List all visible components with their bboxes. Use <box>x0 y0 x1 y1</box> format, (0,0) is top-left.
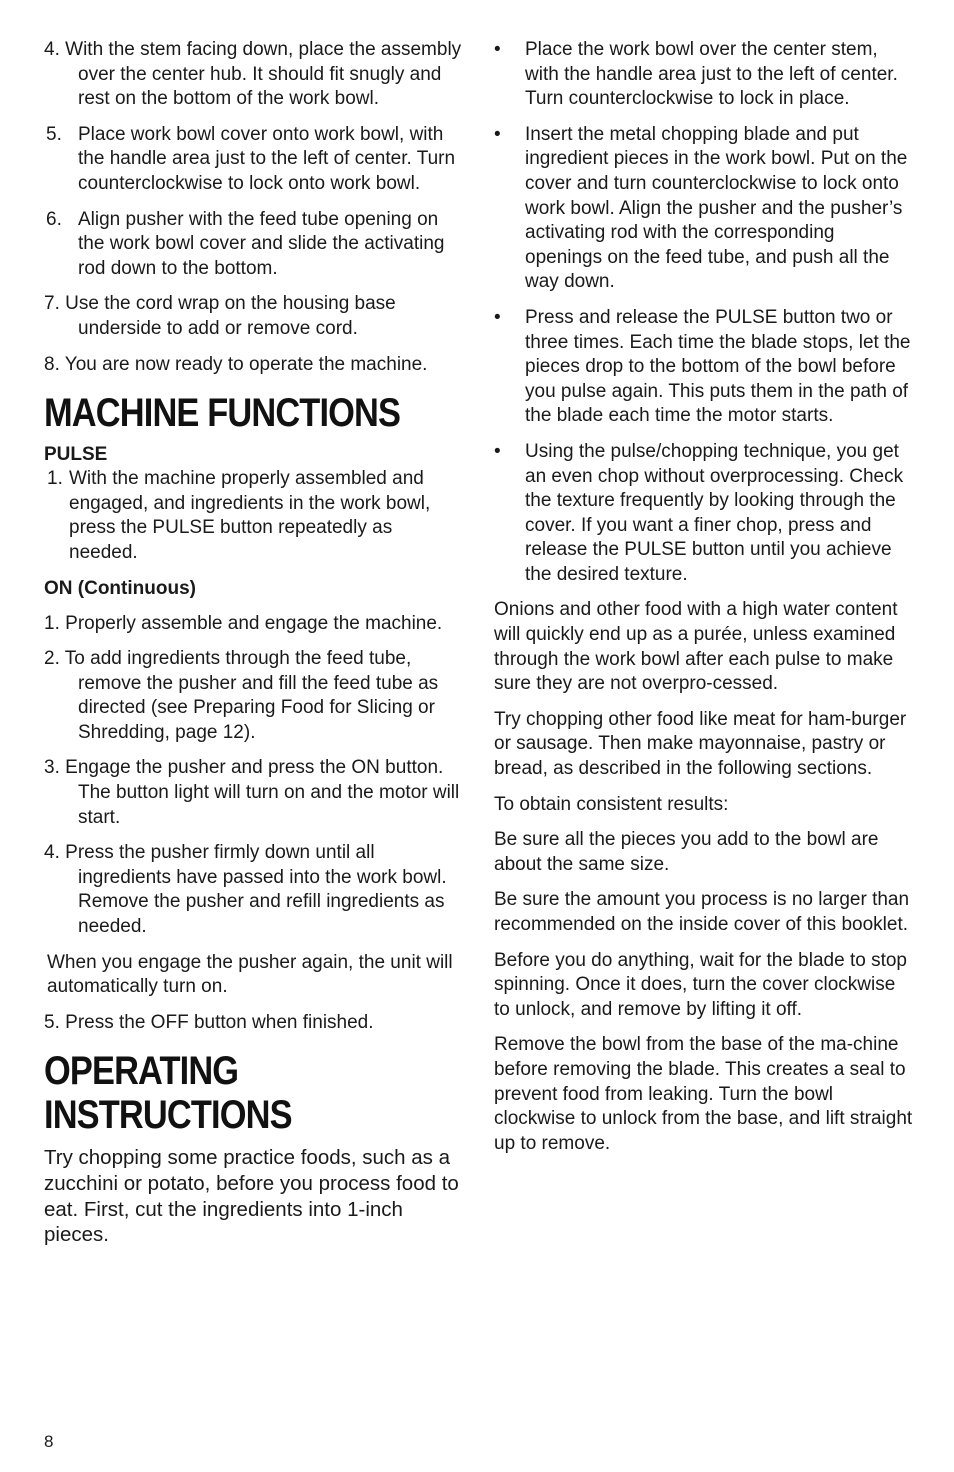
list-item <box>44 123 466 197</box>
operating-heading-line1: OPERATING <box>44 1049 239 1094</box>
paragraph: To obtain consistent results: <box>494 793 729 815</box>
list-item <box>44 647 466 745</box>
item-text: To add ingredients through the feed tube, remove the pusher and fill the feed tube as directed (see Preparing Food for Slicing or Shredding, page 12). <box>64 648 439 743</box>
paragraph: Try chopping other food like meat for ham-burger or sausage. Then make mayonnaise, pastry or bread, as described in the following sections. <box>494 708 907 780</box>
bullet-text: Place the work bowl over the center stem, with the handle area just to the left of center. Turn counterclockwise to lock in place. <box>525 39 898 110</box>
bullet-text: Using the pulse/chopping technique, you get an even chop without overprocessing. Check the texture frequently by looking through the cover. If you want a finer chop, press and release the PULSE button until you achieve the desired texture. <box>525 440 904 585</box>
item-number: 1. <box>44 612 60 634</box>
item-number: 7. <box>44 293 60 315</box>
item-number: 2. <box>44 648 60 670</box>
right-column <box>494 38 916 1167</box>
item-number: 5. <box>46 123 62 145</box>
bullet-item <box>494 306 916 429</box>
item-number: 6. <box>46 208 62 230</box>
item-number: 3. <box>44 757 60 779</box>
item-text: Align pusher with the feed tube opening on the work bowl cover and slide the activating rod down to the bottom. <box>78 208 445 279</box>
list-item <box>44 353 466 378</box>
operating-intro: Try chopping some practice foods, such as a zucchini or potato, before you process food to eat. First, cut the ingredients into 1-inch pieces. <box>44 1146 459 1247</box>
paragraph: Be sure all the pieces you add to the bowl are about the same size. <box>494 829 879 875</box>
pulse-heading: PULSE <box>44 444 108 466</box>
bullet-icon: • <box>494 39 501 60</box>
list-item <box>44 841 466 939</box>
list-item <box>44 1011 466 1036</box>
item-number: 4. <box>44 39 60 60</box>
on-continuous-heading: ON (Continuous) <box>44 577 196 599</box>
bullet-icon: • <box>494 440 501 462</box>
bullet-item <box>494 440 916 588</box>
page-number: 8 <box>44 1432 54 1451</box>
item-text: Press the pusher firmly down until all ingredients have passed into the work bowl. Remove the pusher and refill ingredients as needed. <box>65 842 447 938</box>
item-text: With the machine properly assembled and engaged, and ingredients in the work bowl, press the PULSE button repeatedly as needed. <box>69 468 431 563</box>
item-number: 5. <box>44 1011 60 1033</box>
item-number: 1. <box>47 468 63 490</box>
list-item <box>44 38 466 112</box>
item-number: 8. <box>44 353 60 375</box>
list-item <box>44 467 466 565</box>
bullet-text: Insert the metal chopping blade and put ingredient pieces in the work bowl. Put on the cover and turn counterclockwise to lock onto work bowl. Align the pusher and the pusher’s activating rod with the corresponding openings on the feed tube, and push all the way down. <box>525 123 908 293</box>
paragraph: Remove the bowl from the base of the ma-chine before removing the blade. This creates a seal to prevent food from leaking. Turn the bowl clockwise to unlock from the base, and lift straight up to remove. <box>494 1034 913 1154</box>
paragraph: Be sure the amount you process is no larger than recommended on the inside cover of this booklet. <box>494 889 910 935</box>
list-item <box>44 756 466 830</box>
machine-functions-heading: MACHINE FUNCTIONS <box>44 391 401 436</box>
item-text: You are now ready to operate the machine. <box>64 353 428 375</box>
item-text: Place work bowl cover onto work bowl, with the handle area just to the left of center. Turn counterclockwise to lock onto work bowl. <box>78 123 456 194</box>
item-text: Use the cord wrap on the housing base underside to add or remove cord. <box>65 293 396 339</box>
bullet-icon: • <box>494 306 501 328</box>
left-column <box>44 38 466 1259</box>
on-note: When you engage the pusher again, the unit will automatically turn on. <box>47 951 453 998</box>
paragraph: Before you do anything, wait for the blade to stop spinning. Once it does, turn the cover clockwise to unlock, and remove by lifting it off. <box>494 949 907 1020</box>
operating-heading-line2: INSTRUCTIONS <box>44 1093 292 1138</box>
item-text: Press the OFF button when finished. <box>65 1011 374 1033</box>
bullet-text: Press and release the PULSE button two or three times. Each time the blade stops, let the pieces drop to the bottom of the bowl before you pulse again. This puts them in the path of the blade each time the motor starts. <box>525 306 911 427</box>
list-item <box>44 292 466 341</box>
item-text: Engage the pusher and press the ON button. The button light will turn on and the motor will start. <box>65 757 460 828</box>
item-text: With the stem facing down, place the assembly over the center hub. It should fit snugly and rest on the bottom of the work bowl. <box>65 39 462 110</box>
list-item <box>44 612 466 637</box>
list-item <box>44 208 466 282</box>
bullet-icon: • <box>494 123 501 145</box>
bullet-item <box>494 123 916 295</box>
paragraph: Onions and other food with a high water content will quickly end up as a purée, unless examined through the work bowl after each pulse to make sure they are not overpro-cessed. <box>494 599 898 695</box>
bullet-item <box>494 38 916 112</box>
item-text: Properly assemble and engage the machine. <box>65 612 443 634</box>
item-number: 4. <box>44 842 60 864</box>
